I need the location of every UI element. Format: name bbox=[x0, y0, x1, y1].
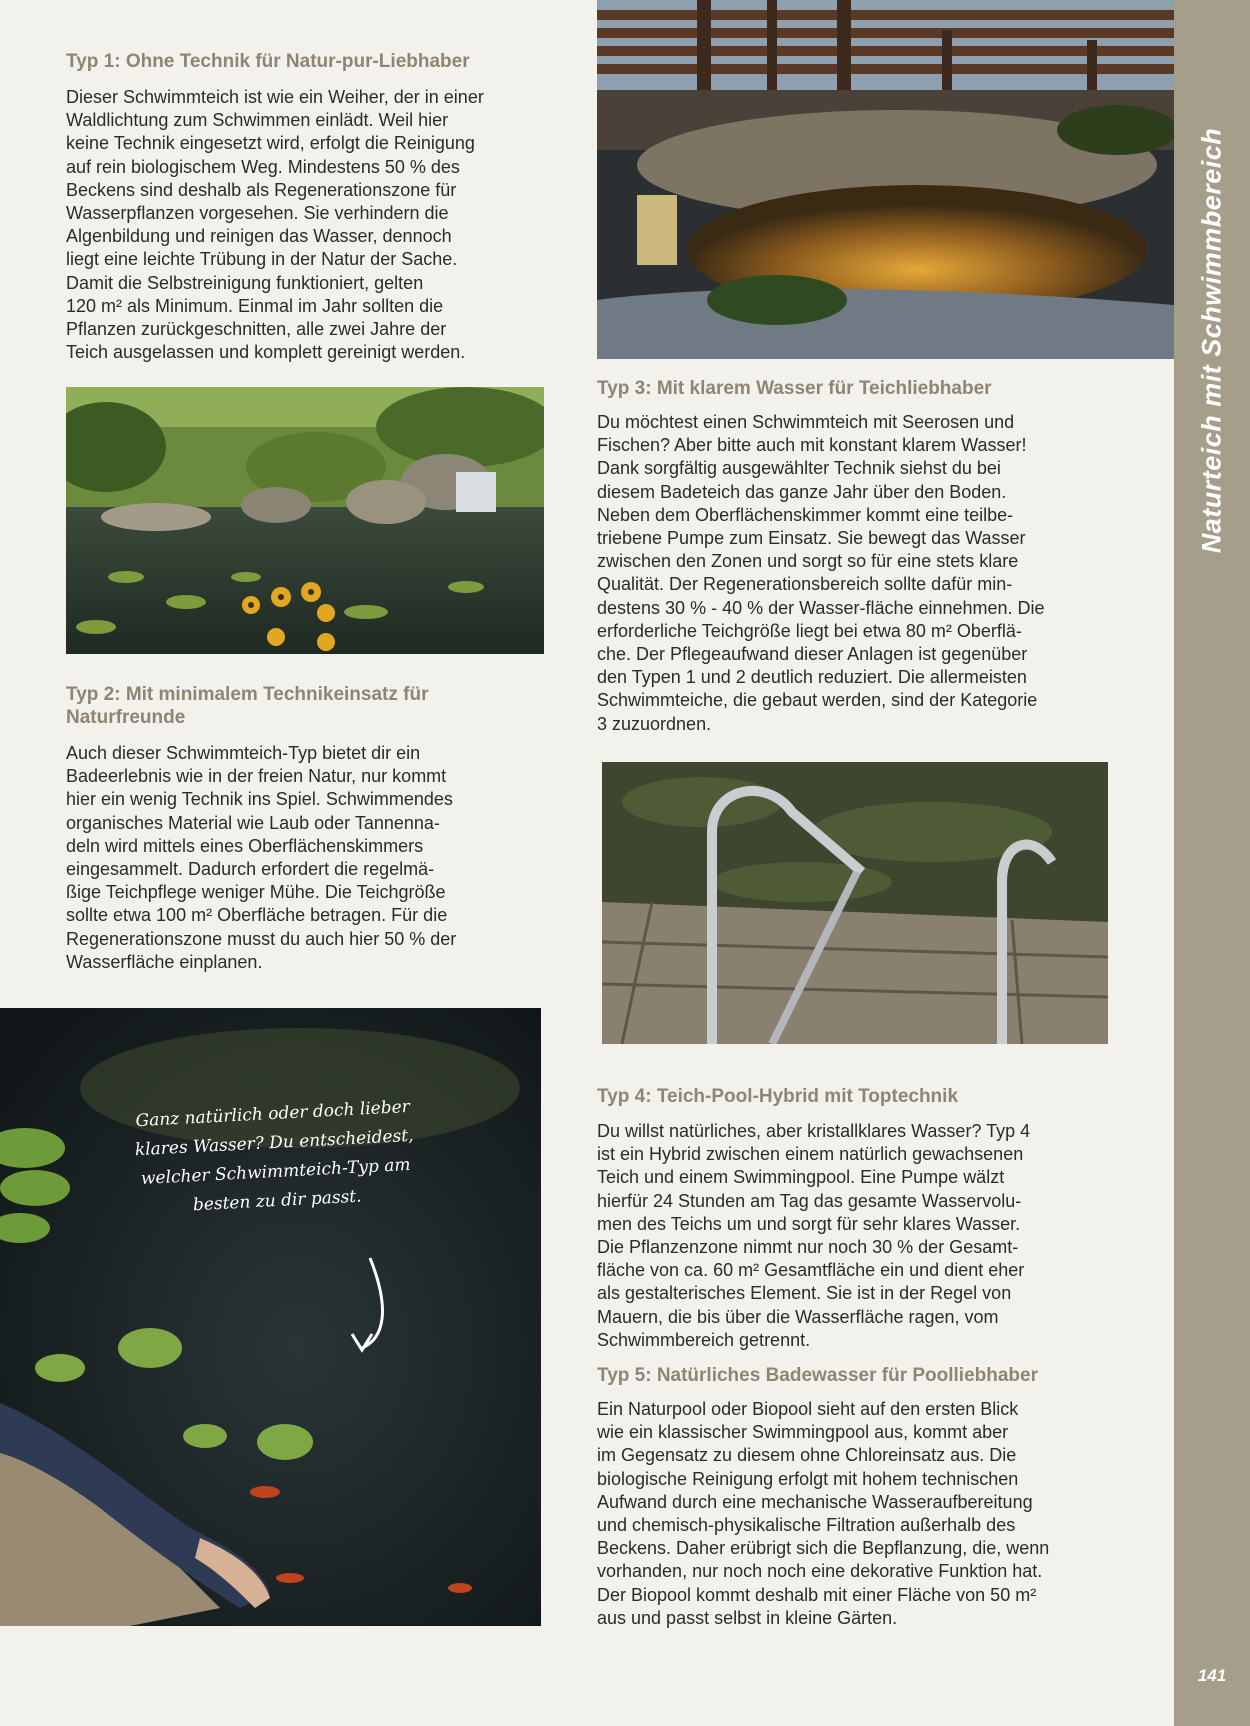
text-typ2: Auch dieser Schwimmteich-Typ bietet dir ein Badeerlebnis wie in der freien Natur, nur kommt hier ein wenig Technik ins Spiel. Schwimmendes organisches Material wie Laub oder Tannenna- deln wird mittels eines Oberflächenskimmers eingesammelt. Dadurch erfordert die regelmä- ßige Teichpflege weniger Mühe. Die Teichgröße sollte etwa 100 m² Oberfläche betragen. Für die Regenerationszone musst du auch hier 50 % der Wasserfläche einplanen. bbox=[66, 743, 457, 972]
photo-illuminated-pond bbox=[597, 0, 1174, 359]
text-typ5: Ein Naturpool oder Biopool sieht auf den ersten Blick wie ein klassischer Swimmingpool aus, kommt aber im Gegensatz zu diesem ohne Chloreinsatz aus. Die biologische Reinigung erfolgt mit hohem technischen Aufwand durch eine mechanische Wasseraufbereitung und chemisch-physikalische Filtration außerhalb des Beckens. Daher erübrigt sich die Bepflanzung, die, wenn vorhanden, nur noch noch eine dekorative Funktion hat. Der Biopool kommt deshalb mit einer Fläche von 50 m² aus und passt selbst in kleine Gärten. bbox=[597, 1399, 1050, 1628]
heading-typ1: Typ 1: Ohne Technik für Natur-pur-Liebhaber bbox=[66, 51, 470, 72]
photo-caption: Ganz natürlich oder doch lieber klares Wasser? Du entscheidest, welcher Schwimmteich-Typ am besten zu dir passt. bbox=[134, 1096, 414, 1216]
page-number: 141 bbox=[1197, 1666, 1227, 1685]
heading-typ5: Typ 5: Natürliches Badewasser für Poolliebhaber bbox=[597, 1365, 1038, 1386]
heading-typ3: Typ 3: Mit klarem Wasser für Teichliebhaber bbox=[597, 378, 992, 399]
photo-pool-ladder bbox=[602, 762, 1108, 1044]
heading-typ4: Typ 4: Teich-Pool-Hybrid mit Toptechnik bbox=[597, 1086, 959, 1107]
sidebar-title: Naturteich mit Schwimmbereich bbox=[1196, 127, 1227, 553]
text-typ3: Du möchtest einen Schwimmteich mit Seerosen und Fischen? Aber bitte auch mit konstant klarem Wasser! Dank sorgfältig ausgewählter Technik siehst du bei diesem Badeteich das ganze Jahr über den Boden. Neben dem Oberflächenskimmer kommt eine teilbe- triebene Pumpe zum Einsatz. Sie bewegt das Wasser zwischen den Zonen und sorgt so für eine stets klare Qualität. Der Regenerationsbereich sollte dafür min- destens 30 % - 40 % der Wasser-fläche einnehmen. Die erforderliche Teichgröße liegt bei etwa 80 m² Oberflä- che. Der Pflegeaufwand dieser Anlagen ist gegenüber den Typen 1 und 2 deutlich reduziert. Die allermeisten Schwimmteiche, die gebaut werden, sind der Kategorie 3 zuzuordnen. bbox=[597, 412, 1045, 734]
photo-garden-pond bbox=[66, 387, 544, 654]
text-typ1: Dieser Schwimmteich ist wie ein Weiher, der in einer Waldlichtung zum Schwimmen einlädt. Weil hier keine Technik eingesetzt wird, erfolgt die Reinigung auf rein biologischem Weg. Mindestens 50 % des Beckens sind deshalb als Regenerationszone für Wasserpflanzen vorgesehen. Sie verhindern die Algenbildung und reinigen das Wasser, dennoch liegt eine leichte Trübung in der Natur der Sache. Damit die Selbstreinigung funktioniert, gelten 120 m² als Minimum. Einmal im Jahr sollten die Pflanzen zurückgeschnitten, alle zwei Jahre der Teich ausgelassen und komplett gereinigt werden. bbox=[66, 87, 484, 363]
heading-typ2: Typ 2: Mit minimalem Technikeinsatz für Naturfreunde bbox=[66, 684, 429, 728]
sidebar-title-wrap bbox=[1174, 110, 1250, 570]
text-typ4: Du willst natürliches, aber kristallklares Wasser? Typ 4 ist ein Hybrid zwischen einem natürlich gewachsenen Teich und einem Swimmingpool. Eine Pumpe wälzt hierfür 24 Stunden am Tag das gesamte Wasservolu- men des Teichs um und sorgt für sehr klares Wasser. Die Pflanzenzone nimmt nur noch 30 % der Gesamt- fläche von ca. 60 m² Gesamtfläche ein und dient eher als gestalterisches Element. Sie ist in der Regel von Mauern, die bis über die Wasserfläche ragen, vom Schwimmbereich getrennt. bbox=[597, 1121, 1031, 1350]
